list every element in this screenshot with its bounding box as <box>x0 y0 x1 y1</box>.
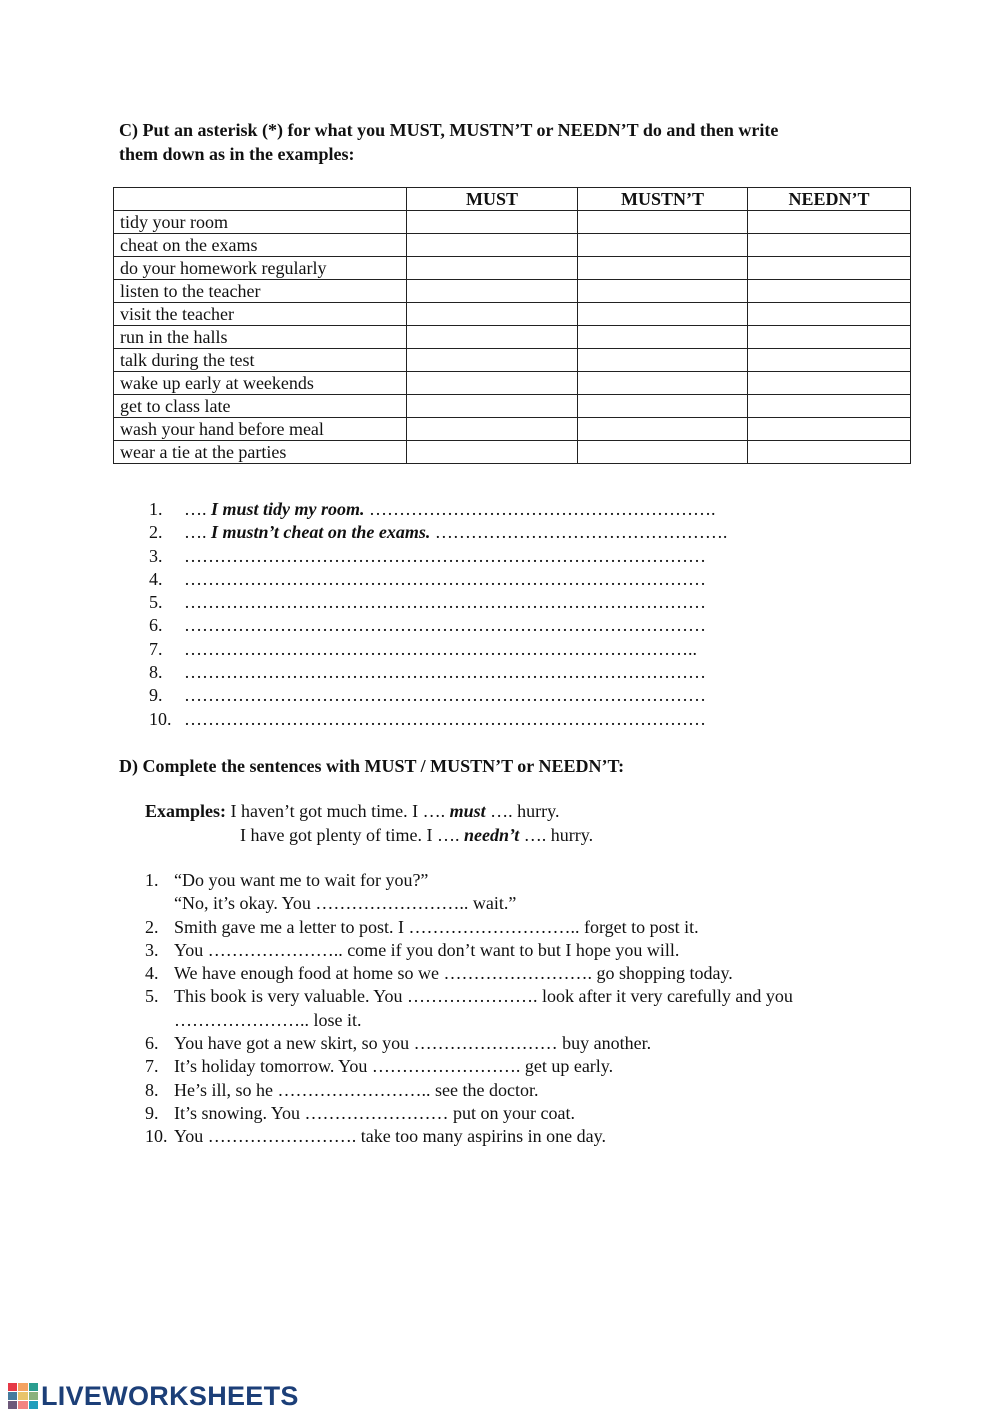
examples-label: Examples: <box>145 801 226 821</box>
table-row <box>114 303 911 326</box>
mustnt-answer-cell[interactable] <box>578 418 748 441</box>
answer-line[interactable] <box>149 614 727 637</box>
line-number: 1. <box>149 499 163 519</box>
line-example: I mustn’t cheat on the exams. <box>211 522 431 543</box>
sentence-text[interactable]: You ………………….. come if you don’t want to but I hope you will. <box>174 939 680 960</box>
sentence-text[interactable]: You ……………………. take too many aspirins in one day. <box>174 1126 606 1147</box>
sentence-item <box>145 1102 793 1125</box>
sentence-text[interactable]: It’s holiday tomorrow. You ……………………. get up early. <box>174 1056 614 1077</box>
answer-line[interactable] <box>149 545 727 568</box>
mustnt-answer-cell[interactable] <box>578 303 748 326</box>
must-answer-cell[interactable] <box>407 257 578 280</box>
answer-line[interactable] <box>149 638 727 661</box>
neednt-answer-cell[interactable] <box>748 280 911 303</box>
line-pre: …………………………………………………………………………… <box>184 662 706 683</box>
sentence-item <box>145 869 793 892</box>
example-row-1 <box>145 800 593 824</box>
sentence-continuation[interactable]: ………………….. lose it. <box>174 1009 362 1030</box>
table-row <box>114 372 911 395</box>
must-answer-cell[interactable] <box>407 234 578 257</box>
mustnt-answer-cell[interactable] <box>578 257 748 280</box>
table-row <box>114 280 911 303</box>
example1-pre: I haven’t got much time. I …. <box>226 801 450 821</box>
line-post: …………………………………………. <box>430 522 728 543</box>
column-header-must: MUST <box>407 188 578 211</box>
neednt-answer-cell[interactable] <box>748 395 911 418</box>
liveworksheets-logo <box>8 1381 299 1411</box>
mustnt-answer-cell[interactable] <box>578 211 748 234</box>
must-answer-cell[interactable] <box>407 211 578 234</box>
sentence-item <box>145 1032 793 1055</box>
line-number: 6. <box>149 615 163 636</box>
logo-square <box>18 1401 27 1409</box>
activity-cell: get to class late <box>114 395 407 418</box>
mustnt-answer-cell[interactable] <box>578 441 748 464</box>
activity-cell: run in the halls <box>114 326 407 349</box>
example1-word: must <box>449 801 486 821</box>
answer-line[interactable] <box>149 661 727 684</box>
line-number: 3. <box>149 545 163 566</box>
table-row <box>114 326 911 349</box>
section-c-heading-line2: them down as in the examples: <box>119 144 355 164</box>
neednt-answer-cell[interactable] <box>748 303 911 326</box>
must-answer-cell[interactable] <box>407 372 578 395</box>
mustnt-answer-cell[interactable] <box>578 326 748 349</box>
sentence-item <box>145 1055 793 1078</box>
activity-cell: wake up early at weekends <box>114 372 407 395</box>
answer-line[interactable] <box>149 708 727 731</box>
neednt-answer-cell[interactable] <box>748 372 911 395</box>
logo-square <box>8 1392 17 1400</box>
must-answer-cell[interactable] <box>407 326 578 349</box>
line-number: 7. <box>149 638 163 659</box>
must-answer-cell[interactable] <box>407 303 578 326</box>
sentence-number: 8. <box>145 1079 159 1100</box>
must-answer-cell[interactable] <box>407 441 578 464</box>
answer-line[interactable] <box>149 591 727 614</box>
logo-square <box>8 1401 17 1409</box>
mustnt-answer-cell[interactable] <box>578 372 748 395</box>
example2-word: needn’t <box>463 824 520 845</box>
activity-cell: do your homework regularly <box>114 257 407 280</box>
logo-square <box>29 1383 38 1391</box>
table-row <box>114 211 911 234</box>
example1-post: …. hurry. <box>485 801 560 821</box>
line-number: 8. <box>149 662 163 683</box>
section-d-examples <box>145 800 593 847</box>
example-row-2 <box>145 824 593 848</box>
column-header-neednt: NEEDN’T <box>748 188 911 211</box>
table-row <box>114 418 911 441</box>
column-header-activity <box>114 188 407 211</box>
sentence-item <box>145 939 793 962</box>
table-header-row <box>114 188 911 211</box>
mustnt-answer-cell[interactable] <box>578 234 748 257</box>
line-pre: …………………………………………………………………………… <box>184 615 706 636</box>
example2-post: …. hurry. <box>519 824 594 845</box>
sentence-text[interactable]: We have enough food at home so we ……………………. go shopping today. <box>174 963 733 984</box>
logo-text: LIVEWORKSHEETS <box>41 1380 299 1411</box>
table-row <box>114 395 911 418</box>
answer-line[interactable] <box>149 521 727 544</box>
sentence-continuation[interactable]: “No, it’s okay. You …………………….. wait.” <box>174 893 517 914</box>
sentence-item <box>145 1125 793 1148</box>
sentence-item <box>145 985 793 1008</box>
sentence-number: 5. <box>145 986 159 1007</box>
sentence-text[interactable]: It’s snowing. You …………………… put on your coat. <box>174 1102 576 1123</box>
mustnt-answer-cell[interactable] <box>578 395 748 418</box>
line-number: 2. <box>149 522 163 543</box>
sentence-text[interactable]: You have got a new skirt, so you …………………… buy another. <box>174 1033 652 1054</box>
line-example: I must tidy my room. <box>211 499 365 519</box>
sentence-number: 6. <box>145 1033 159 1054</box>
line-pre: …………………………………………………………………………… <box>184 545 706 566</box>
line-pre: …. <box>184 522 211 543</box>
line-pre: ………………………………………………………………………….. <box>184 638 697 659</box>
line-number: 10. <box>149 708 172 729</box>
answer-line[interactable] <box>149 684 727 707</box>
section-c-heading-line1: C) Put an asterisk (*) for what you MUST, MUSTN’T or NEEDN’T do and then write <box>119 120 779 140</box>
sentence-item <box>145 1079 793 1102</box>
sentence-text[interactable]: This book is very valuable. You …………………. look after it very carefully and you <box>174 986 793 1007</box>
activity-cell: visit the teacher <box>114 303 407 326</box>
must-answer-cell[interactable] <box>407 349 578 372</box>
table-row <box>114 349 911 372</box>
logo-square <box>29 1401 38 1409</box>
line-pre: …. <box>184 499 211 519</box>
line-pre: …………………………………………………………………………… <box>184 592 706 613</box>
logo-mark-icon <box>8 1383 38 1409</box>
sentence-number: 2. <box>145 916 159 937</box>
mustnt-answer-cell[interactable] <box>578 349 748 372</box>
neednt-answer-cell[interactable] <box>748 326 911 349</box>
table-row <box>114 257 911 280</box>
neednt-answer-cell[interactable] <box>748 349 911 372</box>
section-d-heading: D) Complete the sentences with MUST / MUSTN’T or NEEDN’T: <box>119 756 625 776</box>
table-row <box>114 234 911 257</box>
sentence-item <box>145 962 793 985</box>
line-pre: …………………………………………………………………………… <box>184 568 706 589</box>
neednt-answer-cell[interactable] <box>748 418 911 441</box>
example2-pre: I have got plenty of time. I …. <box>240 824 464 845</box>
line-post: …………………………………………………. <box>364 499 716 519</box>
activity-cell: wear a tie at the parties <box>114 441 407 464</box>
sentence-number: 7. <box>145 1056 159 1077</box>
logo-square <box>8 1383 17 1391</box>
line-number: 9. <box>149 685 163 706</box>
must-answer-cell[interactable] <box>407 418 578 441</box>
column-header-mustnt: MUSTN’T <box>578 188 748 211</box>
logo-square <box>29 1392 38 1400</box>
sentence-item <box>145 916 793 939</box>
table-row <box>114 441 911 464</box>
activity-cell: tidy your room <box>114 211 407 234</box>
sentence-text[interactable]: He’s ill, so he …………………….. see the doctor. <box>174 1079 539 1100</box>
line-number: 4. <box>149 568 163 589</box>
logo-square <box>18 1383 27 1391</box>
must-answer-cell[interactable] <box>407 395 578 418</box>
sentence-number: 3. <box>145 939 159 960</box>
activity-cell: cheat on the exams <box>114 234 407 257</box>
answer-line[interactable] <box>149 568 727 591</box>
sentence-text[interactable]: Smith gave me a letter to post. I ……………………….. forget to post it. <box>174 916 699 937</box>
line-number: 5. <box>149 592 163 613</box>
sentence-number: 4. <box>145 963 159 984</box>
line-pre: …………………………………………………………………………… <box>184 708 706 729</box>
sentence-number: 10. <box>145 1126 168 1147</box>
must-answer-cell[interactable] <box>407 280 578 303</box>
activity-cell: talk during the test <box>114 349 407 372</box>
section-c-answer-lines <box>149 498 727 731</box>
neednt-answer-cell[interactable] <box>748 234 911 257</box>
sentence-number: 1. <box>145 870 159 890</box>
sentence-text[interactable]: “Do you want me to wait for you?” <box>174 870 429 890</box>
line-pre: …………………………………………………………………………… <box>184 685 706 706</box>
mustnt-answer-cell[interactable] <box>578 280 748 303</box>
neednt-answer-cell[interactable] <box>748 441 911 464</box>
sentence-number: 9. <box>145 1102 159 1123</box>
answer-line[interactable] <box>149 498 727 521</box>
section-d-sentences <box>145 869 793 1149</box>
activity-cell: wash your hand before meal <box>114 418 407 441</box>
neednt-answer-cell[interactable] <box>748 257 911 280</box>
activity-cell: listen to the teacher <box>114 280 407 303</box>
section-c-heading <box>119 118 899 166</box>
must-mustnt-needn-t-table <box>113 187 911 464</box>
neednt-answer-cell[interactable] <box>748 211 911 234</box>
logo-square <box>18 1392 27 1400</box>
